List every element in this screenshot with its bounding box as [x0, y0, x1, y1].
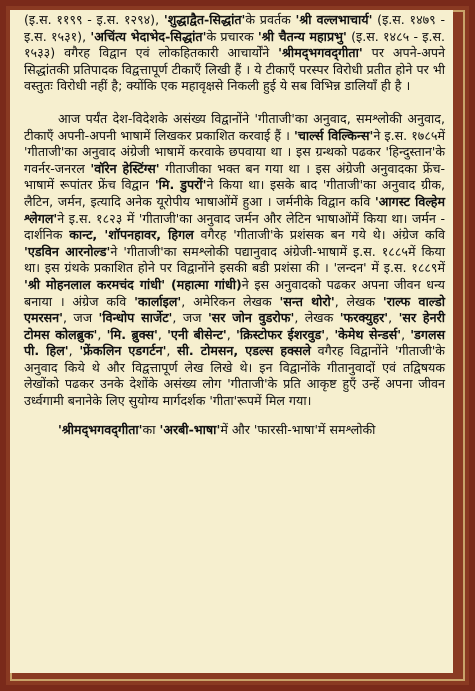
text-run: , जज — [172, 310, 208, 326]
bold-text-run: 'श्रीमद्‌भगवद्‌गीता' — [58, 421, 143, 437]
text-run: आज पर्यंत देश-विदेशके असंख्य विद्वानोंने 'गीताजी'का अनुवाद, समश्लोकी अनुवाद, टीकाएँ अपनी-अपनी भाषामें लिखकर प्रकाशित करवाई हैं । — [24, 110, 445, 143]
bold-text-run: 'अचिंत्य भेदाभेद-सिद्धांत' — [90, 28, 207, 44]
bold-text-run: 'अरबी-भाषा' — [159, 421, 221, 437]
bold-text-run: 'श्री मोहनलाल करमचंद गांधी' (महात्मा गांधी) — [24, 276, 242, 292]
text-run: ने इस अनुवादको पढकर अपना जीवन धन्य बनाया । अंग्रेज कवि — [24, 276, 445, 309]
bold-text-run: 'आगस्ट विल्हेम श्लेगल' — [24, 193, 445, 226]
bold-text-run: सी. टोमसन, एडल्स हक्सले — [177, 343, 311, 359]
text-run: वगैरह विद्वानोंने 'गीताजी'के अनुवाद किये थे और विद्वत्तापूर्ण लेख लिखे थे। इन विद्वानोंके गीतानुवादों एवं तद्विषयक लेखोंको पढकर उनके देशोंके असंख्य लोग 'गीताजी'के प्रति आकृष्ट हुएँ उन्हें अपना जीवन उर्ध्वगामी बनानेके लिए सुयोग्य मार्गदर्शक 'गीता'रूपमें मिल गया। — [24, 343, 445, 409]
bold-text-run: 'विन्धोप सार्जेट' — [98, 310, 173, 326]
text-run: , — [226, 326, 236, 342]
bold-text-run: 'डगलस पी. हिल' — [24, 326, 446, 359]
bold-text-run: 'कार्लाइल' — [134, 293, 182, 309]
bold-text-run: 'एनी बीसेन्ट' — [167, 326, 227, 342]
text-run: , अमेरिकन लेखक — [181, 293, 280, 309]
text-run: , लेखक — [294, 310, 340, 326]
text-run: का — [142, 421, 160, 437]
text-run: , — [157, 326, 168, 342]
text-run: , — [97, 326, 107, 342]
bold-text-run: कान्ट, 'शॉपनहावर, हिगल — [69, 227, 194, 243]
text-run: के प्रवर्तक — [245, 12, 296, 27]
bold-text-run: 'मि. ब्रुक्स' — [106, 326, 158, 342]
text-run: ने इ.स. १७८५में 'गीताजी'का अनुवाद अंग्रेजी भाषामें करवाके छपवाया था । इस ग्रन्थको पढकर 'हिन्दुस्तान'के गवर्नर-जनरल — [24, 127, 445, 176]
bold-text-run: 'फरक्युहर' — [339, 310, 389, 326]
bold-text-run: 'चार्ल्स विल्किन्स' — [294, 127, 374, 143]
bold-text-run: 'सर हेनरी टोमस कोलब्रुक' — [24, 310, 445, 342]
paragraph-translations — [24, 111, 445, 410]
text-run: , लेखक — [334, 293, 383, 309]
paragraph-acharyas — [24, 12, 445, 95]
bold-text-run: 'सर जोन वुडरोफ' — [207, 310, 295, 326]
bold-text-run: 'एडविन आरनोल्ड' — [24, 243, 111, 259]
bold-text-run: 'श्री चैतन्य महाप्रभु' — [257, 28, 347, 44]
text-run: , — [401, 326, 411, 342]
text-run: , — [325, 326, 335, 342]
text-run: (इ.स. १४७९ - इ.स. १५३१), — [24, 12, 445, 44]
text-run: , — [388, 310, 399, 326]
text-run: में और 'फारसी-भाषा'में समश्लोकी — [220, 421, 376, 437]
bold-text-run: 'श्रीमद्‌भगवद्‌गीता' — [278, 45, 363, 61]
bold-text-run: 'श्री वल्लभाचार्य' — [295, 12, 373, 27]
bold-text-run: 'शुद्धाद्वैत-सिद्धांत' — [163, 12, 246, 27]
bold-text-run: 'फ्रेंकलिन एडगर्टन' — [79, 343, 167, 359]
bold-text-run: 'मि. डुपरों' — [154, 177, 207, 193]
document-page — [10, 10, 453, 673]
text-run: ने किया था। इसके बाद 'गीताजी'का अनुवाद ग्रीक, लैटिन, जर्मन, इत्यादि अनेक यूरोपीय भाषाओंमें हुआ । जर्मनीके विद्वान कवि — [24, 177, 445, 209]
bold-text-run: 'क्रिस्टोफर ईशरवुड' — [235, 326, 326, 342]
text-run: के प्रचारक — [206, 28, 258, 44]
bold-text-run: 'केमेथ सेन्डर्स' — [334, 326, 402, 342]
text-run: , — [68, 343, 80, 359]
text-run: , — [166, 343, 178, 359]
text-run: (इ.स. १४८५ - इ.स. १५३३) वगैरह विद्वान एवं लोकहितकारी आचार्योंने — [24, 28, 445, 61]
text-run: , जज — [63, 310, 99, 326]
bold-text-run: 'राल्फ वाल्डो एमरसन' — [24, 293, 446, 326]
paragraph-arabic-persian — [24, 422, 445, 439]
text-run: वगैरह 'गीताजी'के प्रशंसक बन गये थे। अंग्रेज कवि — [193, 227, 445, 243]
text-run: गीताजीका भक्त बन गया था । इस अंग्रेजी अनुवादका फ्रेंच-भाषामें रूपांतर फ्रेंच विद्वान — [24, 160, 446, 193]
bold-text-run: 'वॉरेन हेस्टिंग्स' — [90, 160, 160, 176]
bold-text-run: 'सन्त थोरो' — [279, 293, 335, 309]
text-run: (इ.स. ११९९ - इ.स. १२९४), — [24, 12, 164, 27]
text-run: ने 'गीताजी'का समश्लोकी पद्यानुवाद अंग्रेजी-भाषामें इ.स. १८८५में किया था। इस ग्रंथके प्रकाशित होने पर विद्वानोंने इसकी बडी प्रशंसा की । 'लन्दन' में इ.स. १८८९में — [24, 243, 445, 276]
text-run: पर अपने-अपने सिद्धांतकी प्रतिपादक विद्वत्तापूर्ण टीकाएँ लिखी हैं । ये टीकाएँ परस्पर विरोधी प्रतीत होने पर भी वस्तुतः विरोधी नहीं है; क्योंकि एक महावृक्षसे निकली हुई ये सब विभिन्न डालियाँ ही है । — [24, 45, 445, 94]
text-run: ने इ.स. १८२३ में 'गीताजी'का अनुवाद जर्मन और लेटिन भाषाओंमें किया था। जर्मन - दार्शनिक — [24, 210, 445, 243]
